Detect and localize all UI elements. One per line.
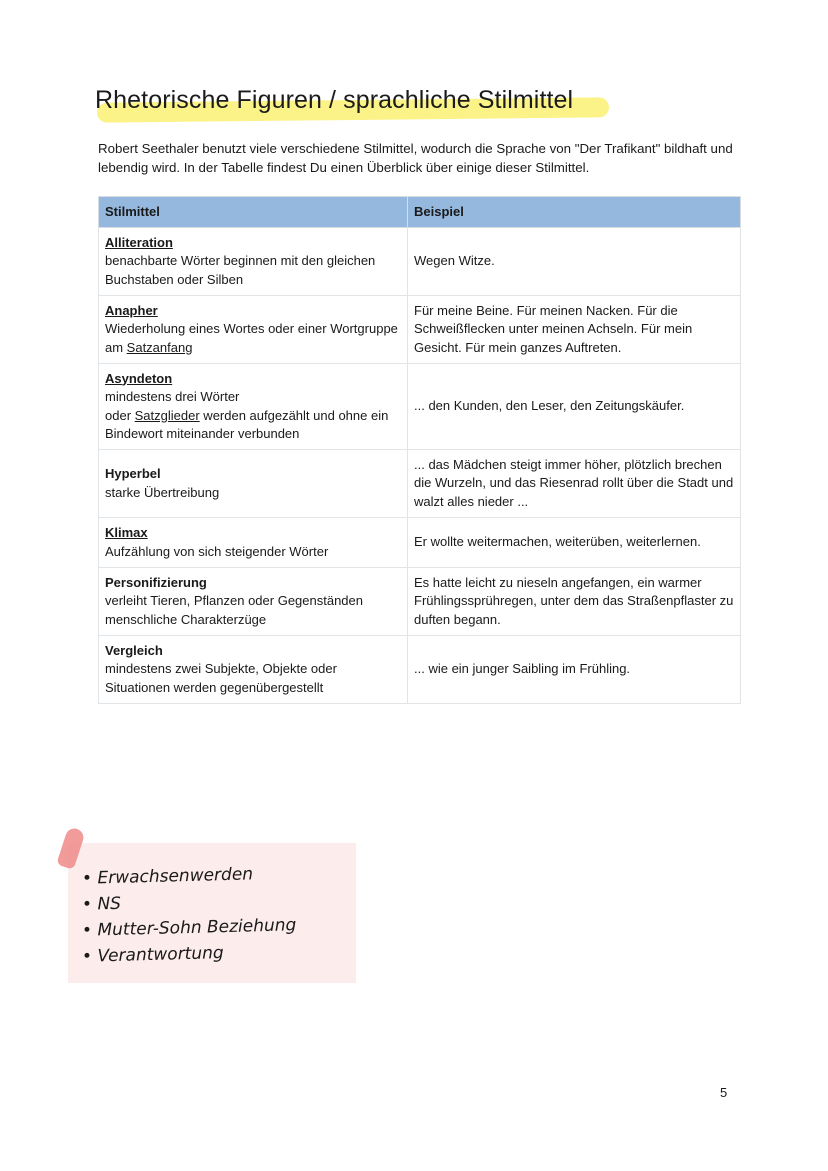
term-description: verleiht Tieren, Pflanzen oder Gegenständen menschliche Charakterzüge bbox=[105, 593, 364, 627]
term-description: mindestens drei Wörter bbox=[105, 389, 240, 404]
table-row bbox=[99, 636, 741, 704]
term-description: werden aufgezählt und ohne ein Bindewort miteinander verbunden bbox=[105, 407, 389, 441]
column-header-beispiel: Beispiel bbox=[408, 197, 741, 228]
table-row bbox=[99, 296, 741, 364]
page-number: 5 bbox=[720, 1085, 728, 1100]
term-cell bbox=[99, 296, 408, 364]
example-cell: ... den Kunden, den Leser, den Zeitungskäufer. bbox=[408, 364, 741, 450]
term-label: Personifizierung bbox=[105, 574, 207, 590]
term-description: Aufzählung von sich steigender Wörter bbox=[105, 543, 329, 559]
term-cell bbox=[99, 228, 408, 296]
handwritten-note bbox=[68, 843, 356, 983]
term-label: Anapher bbox=[105, 302, 158, 318]
table-row bbox=[99, 228, 741, 296]
note-item: • NS bbox=[82, 886, 297, 918]
example-cell: Es hatte leicht zu nieseln angefangen, ein warmer Frühlingssprühregen, unter dem das Straßenpflaster zu duften begann. bbox=[408, 568, 741, 636]
example-cell: Für meine Beine. Für meinen Nacken. Für die Schweißflecken unter meinen Achseln. Für mein Gesicht. Für mein ganzes Auftreten. bbox=[408, 296, 741, 364]
term-label: Klimax bbox=[105, 525, 148, 540]
table-row bbox=[99, 450, 741, 518]
page-title: Rhetorische Figuren / sprachliche Stilmittel bbox=[95, 86, 574, 114]
term-description: benachbarte Wörter beginnen mit den gleichen Buchstaben oder Silben bbox=[105, 253, 376, 287]
intro-text: Robert Seethaler benutzt viele verschiedene Stilmittel, wodurch die Sprache von "Der Trafikant" bildhaft und lebendig wird. In der Tabelle findest Du einen Überblick über einige dieser Stilmittel. bbox=[98, 141, 733, 175]
term-description: starke Übertreibung bbox=[105, 484, 220, 500]
term-label: Asyndeton bbox=[105, 370, 173, 386]
note-list bbox=[82, 863, 296, 967]
table-header-row bbox=[99, 197, 741, 228]
term-link[interactable]: Satzglieder bbox=[134, 407, 200, 423]
term-label: Vergleich bbox=[105, 642, 163, 658]
example-cell: Er wollte weitermachen, weiterüben, weiterlernen. bbox=[408, 518, 741, 568]
stilmittel-table bbox=[98, 196, 741, 704]
term-label: Alliteration bbox=[105, 234, 173, 250]
example-cell: ... das Mädchen steigt immer höher, plötzlich brechen die Wurzeln, und das Riesenrad rollt über die Stadt und walzt alles nieder ... bbox=[408, 450, 741, 518]
term-label: Hyperbel bbox=[105, 466, 161, 481]
note-item: • Erwachsenwerden bbox=[82, 860, 297, 892]
example-cell: Wegen Witze. bbox=[408, 228, 741, 296]
term-cell bbox=[99, 450, 408, 518]
term-link[interactable]: Satzanfang bbox=[126, 339, 193, 355]
term-description: mindestens zwei Subjekte, Objekte oder Situationen werden gegenübergestellt bbox=[105, 661, 337, 695]
term-cell bbox=[99, 636, 408, 704]
note-item: • Mutter-Sohn Beziehung bbox=[82, 912, 297, 944]
term-description: Wiederholung eines Wortes oder einer Wortgruppe am bbox=[105, 321, 398, 355]
title-block bbox=[95, 86, 573, 115]
term-cell bbox=[99, 568, 408, 636]
table-row bbox=[99, 568, 741, 636]
column-header-stilmittel: Stilmittel bbox=[99, 197, 408, 228]
term-cell bbox=[99, 364, 408, 450]
note-item: • Verantwortung bbox=[82, 938, 297, 970]
example-cell: ... wie ein junger Saibling im Frühling. bbox=[408, 636, 741, 704]
term-cell bbox=[99, 518, 408, 568]
table-row bbox=[99, 364, 741, 450]
term-description: oder bbox=[105, 407, 135, 423]
table-row bbox=[99, 518, 741, 568]
